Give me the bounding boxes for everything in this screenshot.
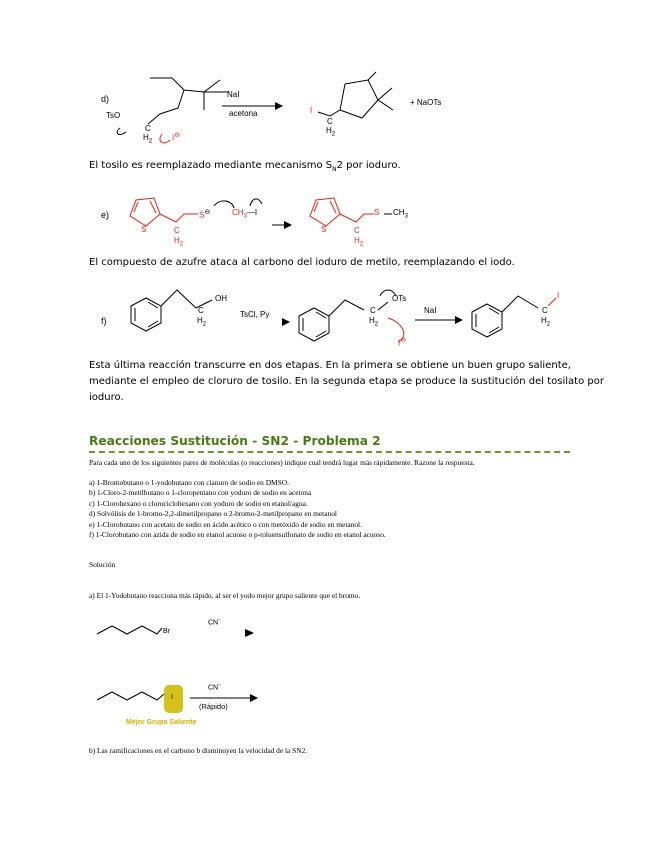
byproduct-naots: + NaOTs <box>410 98 442 107</box>
iodide-nucleophile: I⊖ <box>172 132 181 143</box>
reaction-f-h2: $H_2$ <box>197 316 207 328</box>
cyanide-top: CN− <box>208 617 222 627</box>
reagent-nai-f: NaI <box>424 306 437 315</box>
product-e-h2: $H_2$ <box>354 236 364 248</box>
iodide-nucleophile-f: I⊖ <box>398 337 407 348</box>
mejor-grupo-saliente-label: Mejor Grupo Saliente <box>126 719 197 726</box>
explanation-f: Esta última reacción transcurre en dos etapas. En la primera se obtiene un buen grupo saliente, mediante el empleo de cloruro de tosilo. En la segunda etapa se produce la sustitución del tosilato por ioduro. <box>89 360 604 403</box>
problem2-title: Reacciones Sustitución - SN2 - Problema 2 <box>89 434 381 448</box>
solution-label: Solución <box>89 560 116 569</box>
product-d-c: C <box>327 117 333 126</box>
thiophene-s-reactant: S <box>141 225 147 234</box>
oh-group: OH <box>215 294 227 303</box>
intermediate-h2: $H_2$ <box>369 316 379 328</box>
product-e-c: C <box>354 226 360 235</box>
intermediate-c: C <box>370 306 376 315</box>
thiolate-s: S⊖ <box>199 209 211 220</box>
reagent-tscl-py: TsCl, Py <box>240 310 270 319</box>
product-f-c: C <box>542 306 548 315</box>
ch2-c-label: C <box>145 124 151 133</box>
methyl-iodide: $CH_3—I$ <box>232 208 258 220</box>
product-e-s: S <box>374 208 380 217</box>
product-e-ch3: $CH_3$ <box>393 208 408 220</box>
product-f-h2: $H_2$ <box>541 316 551 328</box>
list-item: c) 1-Clorohexano o clorociclohexano con yoduro de sodio en etanol/agua. <box>89 498 308 508</box>
list-item: e) 1-Clorobutano con acetato de sodio en ácido acético o con metóxido de sodio en metanol. <box>89 519 362 529</box>
rapido-label: (Rápido) <box>199 702 228 711</box>
list-item: a) 1-Bromobutano o 1-yodobutano con cianuro de sodio en DMSO. <box>89 478 289 487</box>
tso-label: TsO <box>106 111 121 120</box>
explanation-e: El compuesto de azufre ataca al carbono del ioduro de metilo, reemplazando el iodo. <box>89 257 515 268</box>
iodine-leaving-group: I <box>171 694 173 701</box>
reaction-f-label: f) <box>101 316 107 326</box>
explanation-d: El tosilo es reemplazado mediante mecanismo $S_N2$ por ioduro. <box>89 160 401 173</box>
product-d-h2: $H_2$ <box>326 126 336 138</box>
answer-b: b) Las ramificaciones en el carbono b disminuyen la velocidad de la SN2. <box>89 746 308 755</box>
bromine-label: Br <box>163 628 170 635</box>
cyanide-bottom: CN− <box>208 682 222 692</box>
ots-group: OTs <box>392 294 407 303</box>
reagent-acetona: acetona <box>229 109 258 118</box>
reaction-f-c: C <box>198 306 204 315</box>
product-f-iodine: I <box>557 291 560 300</box>
reaction-e-h2: $H_2$ <box>174 236 184 248</box>
list-item: b) 1-Cloro-2-metilbutano o 1-cloropentano con yoduro de sodio en acetona <box>89 488 312 498</box>
reaction-d-label: d) <box>101 94 110 104</box>
reagent-nai-d: NaI <box>227 90 240 99</box>
reaction-e-label: e) <box>101 210 110 220</box>
ch2-h-label: $H_2$ <box>143 133 153 145</box>
product-d-iodine: I <box>310 106 313 115</box>
thiophene-s-product: S <box>321 225 327 234</box>
reaction-e-c: C <box>174 226 180 235</box>
list-item: f) 1-Clorobutano con azida de sodio en etanol acuoso o p-toluensulfonato de sodio en etanol acuoso. <box>89 530 386 540</box>
problem2-intro: Para cada uno de los siguientes pares de moléculas (o reacciones) indique cual tendrá lugar más rápidamente. Razone la respuesta. <box>89 458 475 467</box>
list-item: d) Solvólisis de 1-bromo-2,2-dimetilpropano o 2-bromo-2-metilpropano en metanol <box>89 509 337 519</box>
answer-a: a) El 1-Yodobutano reacciona más rápido, al ser el yodo mejor grupo saliente que el bromo. <box>89 591 361 600</box>
